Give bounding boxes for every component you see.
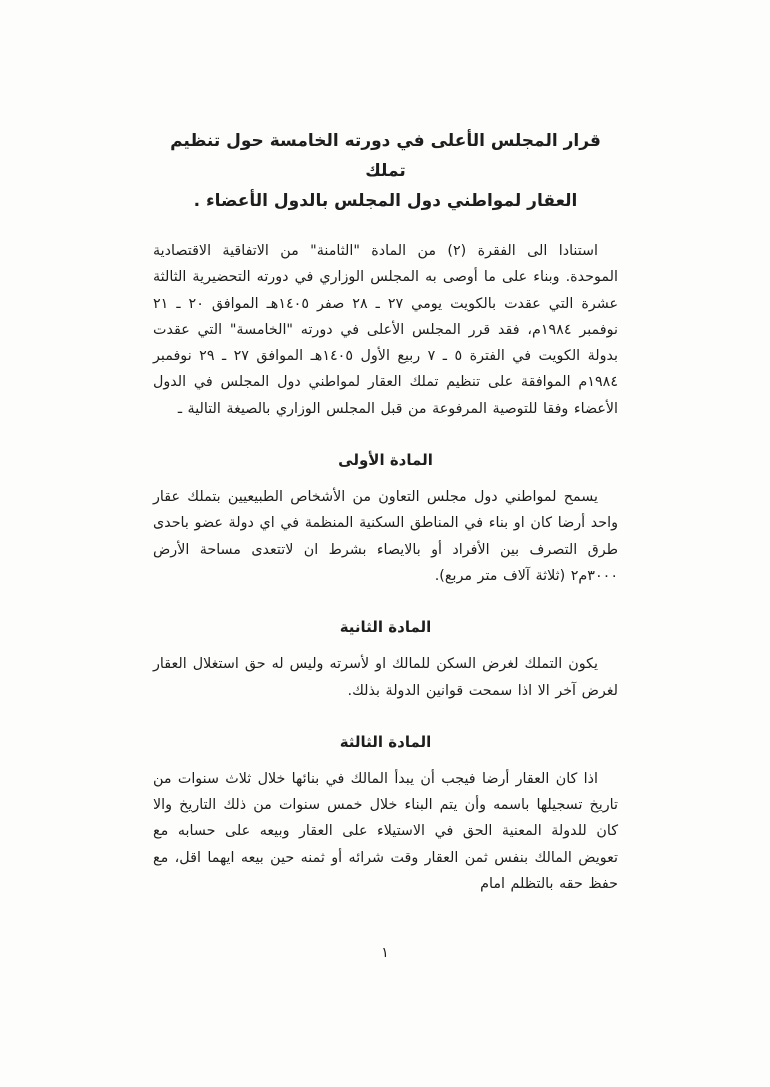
article-2-heading: المادة الثانية (339, 618, 432, 637)
title-line-1: قرار المجلس الأعلى في دورته الخامسة حول تنظيم تملك (170, 131, 601, 181)
document-title (153, 126, 618, 216)
article-3-heading: المادة الثالثة (339, 732, 432, 751)
page-number: ١ (381, 945, 389, 961)
article-2-body: يكون التملك لغرض السكن للمالك او لأسرته وليس له حق استغلال العقار لغرض آخر الا اذا سمحت قوانين الدولة بذلك. (153, 656, 618, 699)
title-line-2: العقار لمواطني دول المجلس بالدول الأعضاء . (193, 191, 578, 211)
preamble-paragraph: استنادا الى الفقرة (٢) من المادة "الثامنة" من الاتفاقية الاقتصادية الموحدة. وبناء على ما أوصى به المجلس الوزاري في دورته التحضيرية الثالثة عشرة التي عقدت بالكويت يومي ٢٧ ـ ٢٨ صفر ١٤٠٥هـ الموافق ٢٠ ـ ٢١ نوفمبر ١٩٨٤م، فقد قرر المجلس الأعلى في دورته "الخامسة" التي عقدت بدولة الكويت في الفترة ٥ ـ ٧ ربيع الأول ١٤٠٥هـ الموافق ٢٧ ـ ٢٩ نوفمبر ١٩٨٤م الموافقة على تنظيم تملك العقار لمواطني دول المجلس في الدول الأعضاء وفقا للتوصية المرفوعة من قبل المجلس الوزاري بالصيغة التالية ـ (153, 243, 619, 417)
article-1-heading: المادة الأولى (338, 451, 433, 470)
article-3-body: اذا كان العقار أرضا فيجب أن يبدأ المالك في بنائها خلال ثلاث سنوات من تاريخ تسجيلها باسمه وأن يتم البناء خلال خمس سنوات من ذلك التاريخ والا كان للدولة المعنية الحق في الاستيلاء على العقار وبيعه على حسابه مع تعويض المالك بنفس ثمن العقار وقت شرائه أو ثمنه حين بيعه ايهما اقل، مع حفظ حقه بالتظلم امام (153, 770, 618, 893)
article-1-body: يسمح لمواطني دول مجلس التعاون من الأشخاص الطبيعيين بتملك عقار واحد أرضا كان او بناء في المناطق السكنية المنظمة في اي دولة عضو باحدى طرق التصرف بين الأفراد أو بالايصاء بشرط ان لاتتعدى مساحة الأرض ٣٠٠٠م٢ (ثلاثة آلاف متر مربع). (153, 489, 618, 584)
